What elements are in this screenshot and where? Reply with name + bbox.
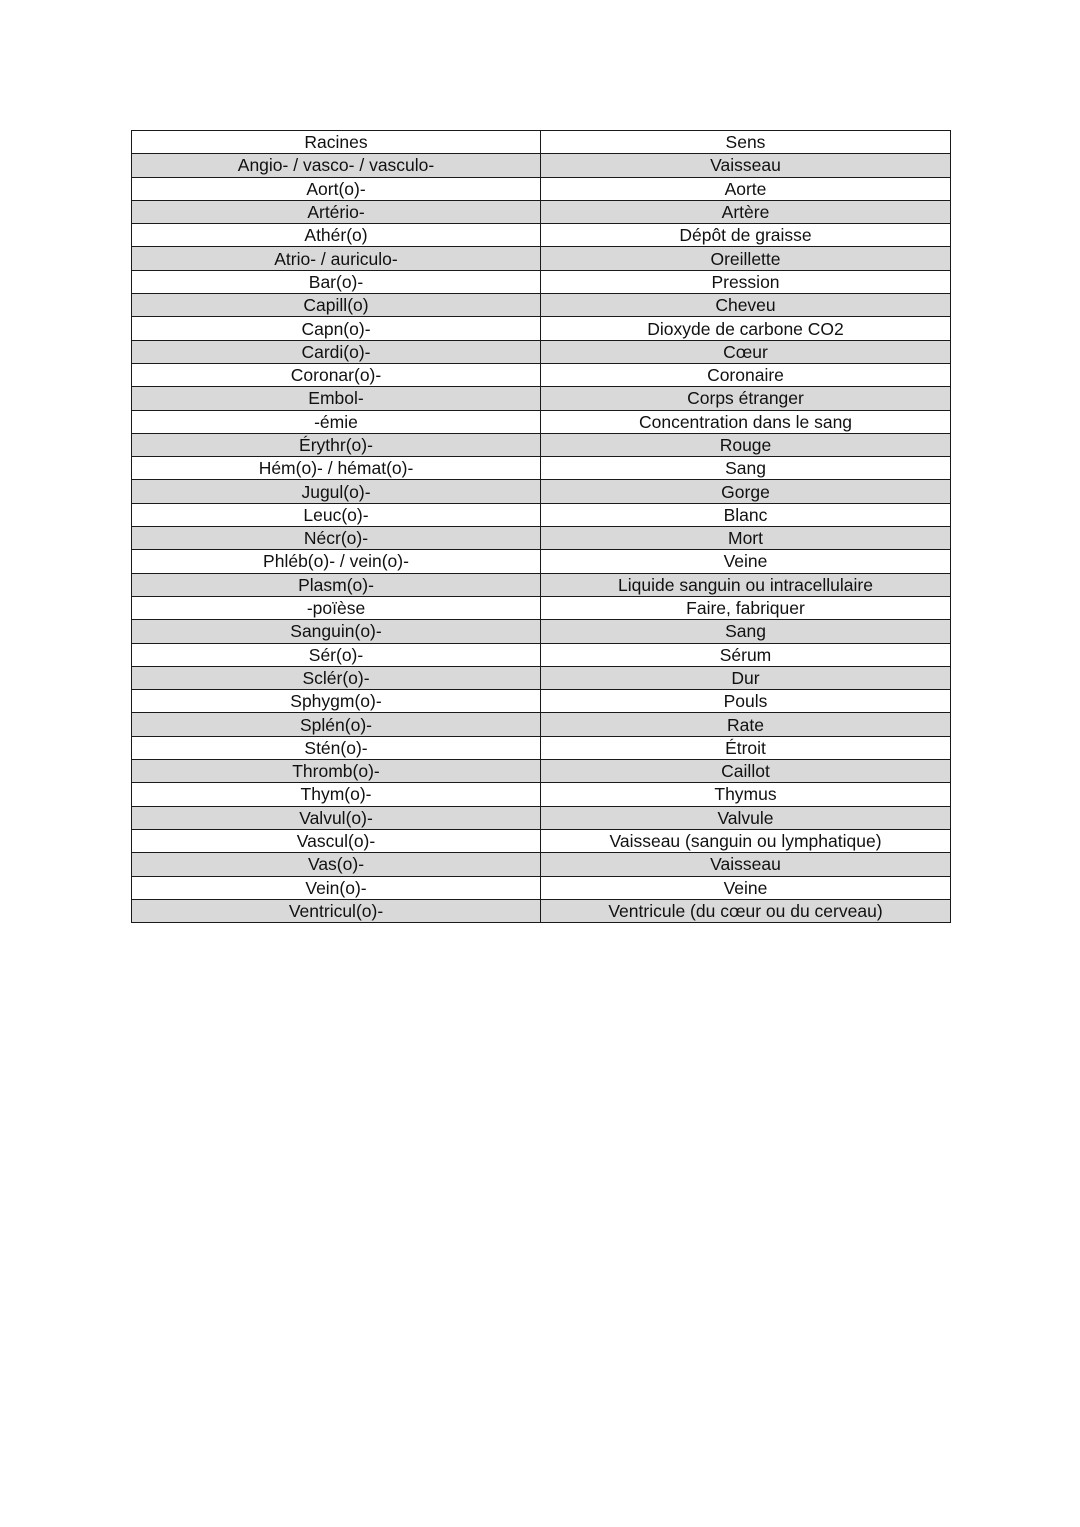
table-row — [132, 666, 951, 689]
meaning-cell: Gorge — [541, 480, 951, 503]
meaning-cell: Valvule — [541, 806, 951, 829]
root-cell: Bar(o)- — [132, 270, 541, 293]
root-cell: Plasm(o)- — [132, 573, 541, 596]
meaning-cell: Corps étranger — [541, 387, 951, 410]
root-cell: Atrio- / auriculo- — [132, 247, 541, 270]
table-row — [132, 806, 951, 829]
meaning-cell: Cœur — [541, 340, 951, 363]
meaning-cell: Vaisseau — [541, 154, 951, 177]
meaning-cell: Thymus — [541, 783, 951, 806]
root-cell: Sphygm(o)- — [132, 690, 541, 713]
root-cell: Splén(o)- — [132, 713, 541, 736]
root-cell: Sclér(o)- — [132, 666, 541, 689]
table-row — [132, 294, 951, 317]
root-cell: -poïèse — [132, 596, 541, 619]
table-row — [132, 899, 951, 922]
root-cell: Thromb(o)- — [132, 760, 541, 783]
root-cell: Vein(o)- — [132, 876, 541, 899]
meaning-cell: Mort — [541, 527, 951, 550]
meaning-cell: Rate — [541, 713, 951, 736]
root-cell: Leuc(o)- — [132, 503, 541, 526]
meaning-cell: Faire, fabriquer — [541, 596, 951, 619]
table-row — [132, 550, 951, 573]
table-row — [132, 177, 951, 200]
root-cell: Capill(o) — [132, 294, 541, 317]
meaning-cell: Artère — [541, 200, 951, 223]
table-row — [132, 573, 951, 596]
root-cell: -émie — [132, 410, 541, 433]
table-row — [132, 410, 951, 433]
meaning-cell: Sérum — [541, 643, 951, 666]
table-row — [132, 363, 951, 386]
root-cell: Ventricul(o)- — [132, 899, 541, 922]
root-cell: Aort(o)- — [132, 177, 541, 200]
table-body — [132, 131, 951, 923]
root-cell: Thym(o)- — [132, 783, 541, 806]
table-row — [132, 387, 951, 410]
meaning-cell: Rouge — [541, 433, 951, 456]
table-row — [132, 620, 951, 643]
root-cell: Artério- — [132, 200, 541, 223]
meaning-cell: Dépôt de graisse — [541, 224, 951, 247]
meaning-cell: Dur — [541, 666, 951, 689]
root-cell: Valvul(o)- — [132, 806, 541, 829]
meaning-cell: Liquide sanguin ou intracellulaire — [541, 573, 951, 596]
table-row — [132, 760, 951, 783]
header-cell-sens: Sens — [541, 131, 951, 154]
table-row — [132, 247, 951, 270]
header-cell-racines: Racines — [132, 131, 541, 154]
meaning-cell: Sang — [541, 457, 951, 480]
table-row — [132, 876, 951, 899]
table-row — [132, 527, 951, 550]
table-row — [132, 154, 951, 177]
root-cell: Sér(o)- — [132, 643, 541, 666]
meaning-cell: Vaisseau — [541, 853, 951, 876]
table-row — [132, 853, 951, 876]
table-row — [132, 340, 951, 363]
meaning-cell: Vaisseau (sanguin ou lymphatique) — [541, 829, 951, 852]
table-row — [132, 270, 951, 293]
table-row — [132, 317, 951, 340]
meaning-cell: Étroit — [541, 736, 951, 759]
root-cell: Jugul(o)- — [132, 480, 541, 503]
root-cell: Stén(o)- — [132, 736, 541, 759]
root-cell: Angio- / vasco- / vasculo- — [132, 154, 541, 177]
meaning-cell: Veine — [541, 550, 951, 573]
meaning-cell: Pouls — [541, 690, 951, 713]
table-row — [132, 433, 951, 456]
table-row — [132, 224, 951, 247]
meaning-cell: Ventricule (du cœur ou du cerveau) — [541, 899, 951, 922]
table-row — [132, 480, 951, 503]
root-cell: Embol- — [132, 387, 541, 410]
root-cell: Coronar(o)- — [132, 363, 541, 386]
meaning-cell: Pression — [541, 270, 951, 293]
meaning-cell: Concentration dans le sang — [541, 410, 951, 433]
root-cell: Athér(o) — [132, 224, 541, 247]
header-row — [132, 131, 951, 154]
root-cell: Hém(o)- / hémat(o)- — [132, 457, 541, 480]
table-row — [132, 596, 951, 619]
table-row — [132, 457, 951, 480]
meaning-cell: Blanc — [541, 503, 951, 526]
meaning-cell: Aorte — [541, 177, 951, 200]
root-cell: Érythr(o)- — [132, 433, 541, 456]
table-row — [132, 829, 951, 852]
root-cell: Sanguin(o)- — [132, 620, 541, 643]
meaning-cell: Caillot — [541, 760, 951, 783]
table-row — [132, 713, 951, 736]
table-row — [132, 200, 951, 223]
root-cell: Cardi(o)- — [132, 340, 541, 363]
table-row — [132, 783, 951, 806]
meaning-cell: Sang — [541, 620, 951, 643]
table-row — [132, 736, 951, 759]
root-cell: Capn(o)- — [132, 317, 541, 340]
meaning-cell: Coronaire — [541, 363, 951, 386]
roots-meaning-table — [131, 130, 951, 923]
meaning-cell: Veine — [541, 876, 951, 899]
root-cell: Vascul(o)- — [132, 829, 541, 852]
root-cell: Vas(o)- — [132, 853, 541, 876]
meaning-cell: Dioxyde de carbone CO2 — [541, 317, 951, 340]
meaning-cell: Cheveu — [541, 294, 951, 317]
table-row — [132, 503, 951, 526]
root-cell: Phléb(o)- / vein(o)- — [132, 550, 541, 573]
root-cell: Nécr(o)- — [132, 527, 541, 550]
table-row — [132, 690, 951, 713]
meaning-cell: Oreillette — [541, 247, 951, 270]
table-row — [132, 643, 951, 666]
